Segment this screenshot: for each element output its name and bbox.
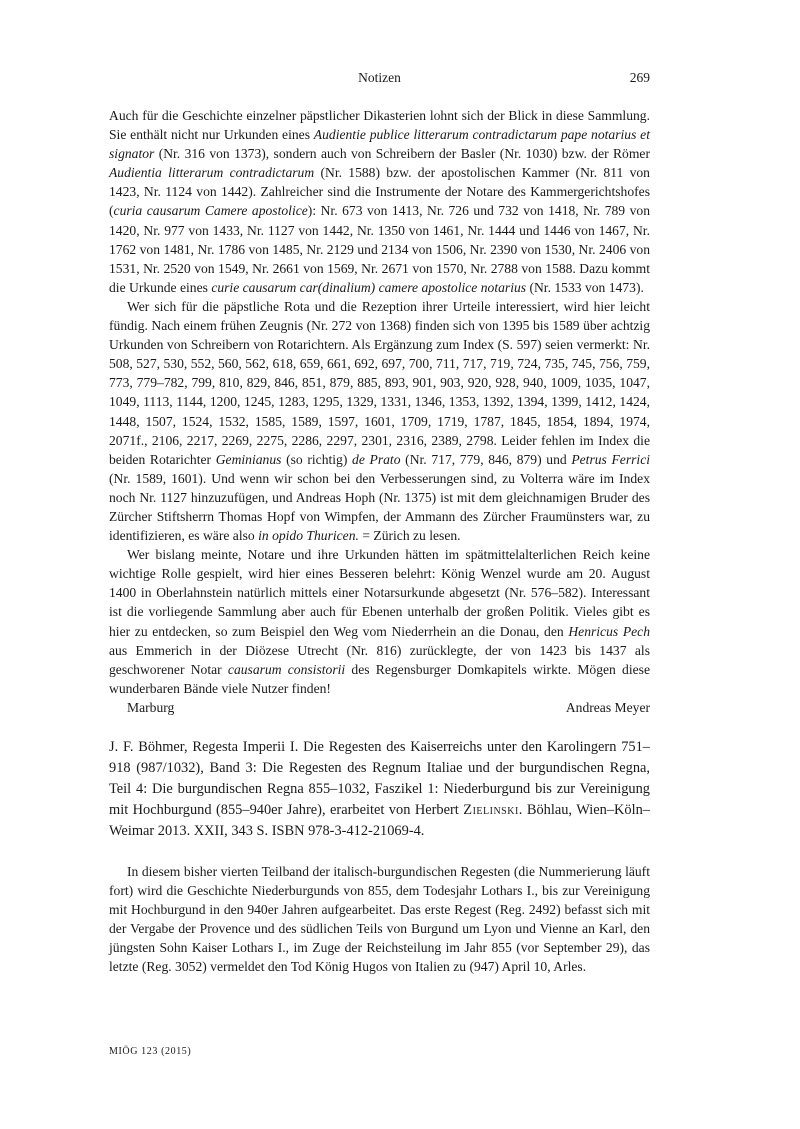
header-title: Notizen bbox=[358, 70, 401, 85]
review-body bbox=[109, 106, 650, 698]
running-header bbox=[109, 70, 650, 92]
signature-author: Andreas Meyer bbox=[565, 699, 650, 715]
journal-footer: MIÖG 123 (2015) bbox=[109, 1046, 192, 1057]
author-name: Zielinski bbox=[463, 802, 519, 818]
review-body-2 bbox=[109, 862, 650, 977]
paragraph-notare-reich: Wer bislang meinte, Notare und ihre Urkunden hätten im spätmittelalterlichen Reich keine wichtige Rolle gespielt, wird hier eines Besseren belehrt: König Wenzel wurde am 20. August 1400 in Oberlahnstein natürlich mittels einer Notarsurkunde abgesetzt (Nr. 576–582). Interessant ist die vorliegende Sammlung aber auch für Ebenen unterhalb der großen Politik. Vieles gibt es hier zu entdecken, so zum Beispiel den Weg vom Niederrhein an die Donau, den Henricus Pech aus Emmerich in der Diözese Utrecht (Nr. 816) zurücklegte, der von 1423 bis 1437 als geschworener Notar causarum consistorii des Regensburger Domkapitels wirkte. Mögen diese wunderbaren Bände viele Nutzer finden! bbox=[109, 547, 650, 696]
page bbox=[109, 70, 650, 977]
paragraph-dikasterien: Auch für die Geschichte einzelner päpstlicher Dikasterien lohnt sich der Blick in diese Sammlung. Sie enthält nicht nur Urkunden eines Audientie publice litterarum contradictarum pape notarius et signator (Nr. 316 von 1373), sondern auch von Schreibern der Basler (Nr. 1030) bzw. der Römer Audientia litterarum contradictarum (Nr. 1588) bzw. der apostolischen Kammer (Nr. 811 von 1423, Nr. 1124 von 1442). Zahlreicher sind die Instrumente der Notare des Kammergerichtshofes (curia causarum Camere apostolice): Nr. 673 von 1413, Nr. 726 und 732 von 1418, Nr. 789 von 1420, Nr. 977 von 1433, Nr. 1127 von 1442, Nr. 1350 von 1461, Nr. 1444 und 1446 von 1467, Nr. 1762 von 1481, Nr. 1786 von 1485, Nr. 2129 und 2134 von 1506, Nr. 2390 von 1530, Nr. 2406 von 1531, Nr. 2520 von 1549, Nr. 2661 von 1569, Nr. 2671 von 1570, Nr. 2788 von 1588. Dazu kommt die Urkunde eines curie causarum car(dinalium) camere apostolice notarius (Nr. 1533 von 1473). bbox=[109, 108, 650, 295]
paragraph-niederburgund: In diesem bisher vierten Teilband der italisch-burgundischen Regesten (die Nummerierung läuft fort) wird die Geschichte Niederburgunds von 855, dem Todesjahr Lothars I., bis zur Vereinigung mit Hochburgund in den 940er Jahren aufgearbeitet. Das erste Regest (Reg. 2492) befasst sich mit der Vergabe der Provence und des südlichen Teils von Burgund um Lyon und Vienne an Karl, den jüngsten Sohn Kaiser Lothars I., im Zuge der Reichsteilung im Jahr 855 (vor September 29), das letzte (Reg. 3052) vermeldet den Tod König Hugos von Italien zu (947) April 10, Arles. bbox=[109, 864, 650, 975]
page-number: 269 bbox=[629, 70, 650, 85]
bibliographic-entry: J. F. Böhmer, Regesta Imperii I. Die Regesten des Kaiserreichs unter den Karolingern 751–918 (987/1032), Band 3: Die Regesten des Regnum Italiae und der burgundischen Regna, Teil 4: Die burgundischen Regna 855–1032, Faszikel 1: Niederburgund bis zur Vereinigung mit Hochburgund (855–940er Jahre), erarbeitet von Herbert Zielinski. Böhlau, Wien–Köln–Weimar 2013. XXII, 343 S. ISBN 978-3-412-21069-4. bbox=[109, 739, 650, 839]
paragraph-rota: Wer sich für die päpstliche Rota und die Rezeption ihrer Urteile interessiert, wird hier leicht fündig. Nach einem frühen Zeugnis (Nr. 272 von 1368) finden sich von 1395 bis 1589 über achtzig Urkunden von Schreibern von Rotarichtern. Als Ergänzung zum Index (S. 597) seien vermerkt: Nr. 508, 527, 530, 552, 560, 562, 618, 659, 661, 692, 697, 700, 711, 717, 719, 724, 735, 745, 756, 759, 773, 779–782, 799, 810, 829, 846, 851, 879, 885, 893, 901, 903, 920, 928, 940, 1009, 1035, 1047, 1049, 1113, 1144, 1200, 1245, 1283, 1295, 1329, 1331, 1346, 1353, 1392, 1394, 1399, 1412, 1424, 1448, 1507, 1524, 1532, 1585, 1589, 1597, 1601, 1709, 1719, 1787, 1845, 1854, 1894, 1974, 2071f., 2106, 2217, 2269, 2275, 2286, 2297, 2301, 2316, 2389, 2798. Leider fehlen im Index die beiden Rotarichter Geminianus (so richtig) de Prato (Nr. 717, 779, 846, 879) und Petrus Ferrici (Nr. 1589, 1601). Und wenn wir schon bei den Verbesserungen sind, zu Volterra wäre im Index noch Nr. 1127 hinzuzufügen, und Andreas Hoph (Nr. 1375) ist mit dem gleichnamigen Bruder des Zürcher Stiftsherrn Thomas Hopf von Wimpfen, der Ammann des Zürcher Fraumünsters war, zu identifizieren, es wäre also in opido Thuricen. = Zürich zu lesen. bbox=[109, 298, 651, 544]
signature-place: Marburg bbox=[127, 699, 175, 715]
review-signature bbox=[109, 698, 650, 717]
